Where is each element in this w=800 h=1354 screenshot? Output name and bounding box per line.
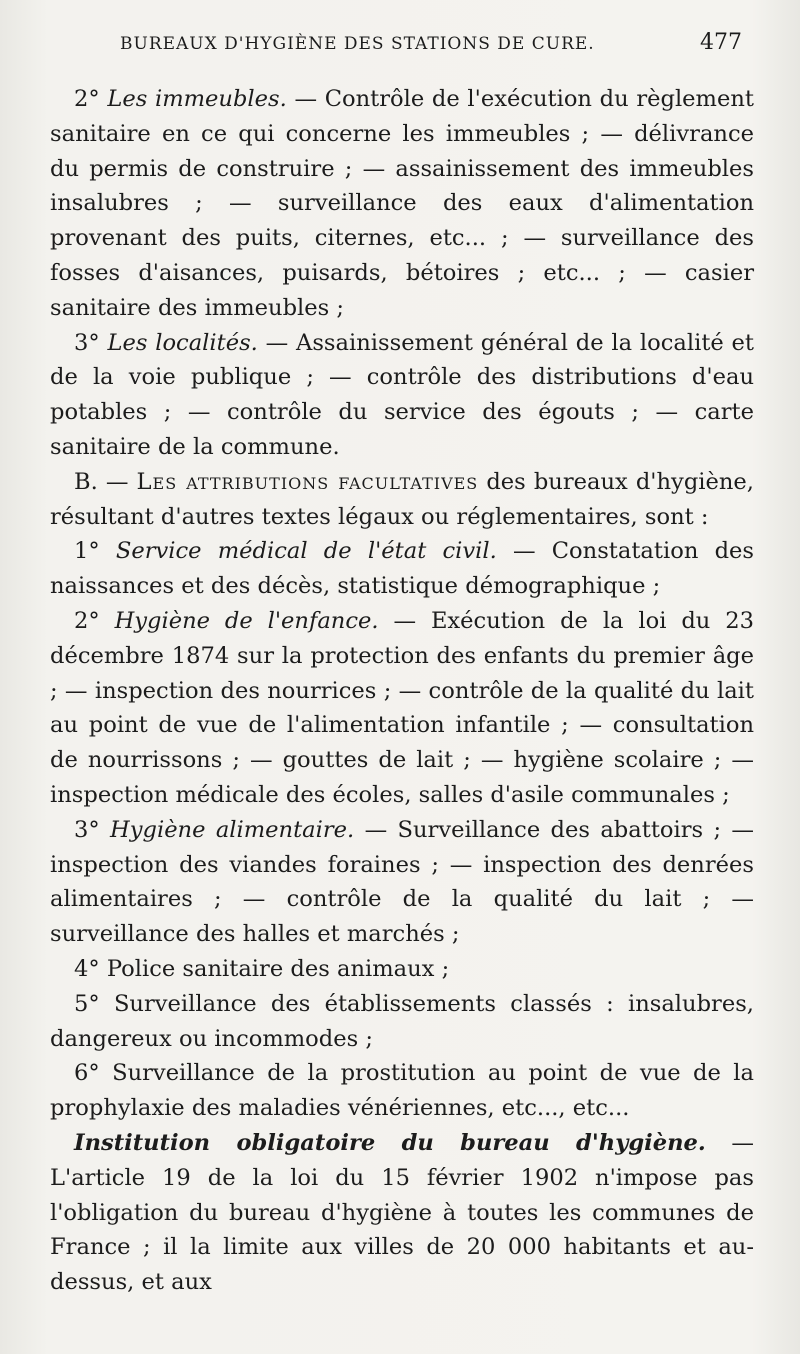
paragraph-etablissements-classes <box>50 987 754 1057</box>
paragraph-enfance <box>50 604 754 813</box>
item-title: Hygiène alimentaire. <box>110 816 355 843</box>
item-number: 2° <box>74 86 108 112</box>
item-number: 3° <box>74 816 111 843</box>
page-header <box>50 30 754 82</box>
item-text: 4° Police sanitaire des animaux ; <box>74 955 450 982</box>
item-text: 6° Surveillance de la prostitution au point de vue de la prophylaxie des maladies vénériennes, etc..., etc... <box>50 1060 754 1122</box>
item-text: — Exécution de la loi du 23 décembre 1874 sur la protection des enfants du premier âge ; — inspection des nourrices ; — contrôle de la qualité du lait au point de vue de l'alimentation infantile ; — consultation de nourrissons ; — gouttes de lait ; — hygiène scolaire ; — inspection médicale des écoles, salles d'asile communales ; <box>50 607 754 808</box>
item-text: — Constatation des naissances et des décès, statistique démographique ; <box>50 538 754 600</box>
page-body <box>50 82 754 1300</box>
section-text: — L'article 19 de la loi du 15 février 1902 n'impose pas l'obligation du bureau d'hygiène à toutes les communes de France ; il la limite aux villes de 20 000 habitants et au-dessus, et aux <box>50 1129 755 1296</box>
page-number: 477 <box>700 30 742 55</box>
running-head: BUREAUX D'HYGIÈNE DES STATIONS DE CURE. <box>120 34 595 54</box>
paragraph-etat-civil <box>50 534 754 604</box>
paragraph-immeubles <box>50 82 754 326</box>
paragraph-institution-obligatoire <box>50 1126 754 1300</box>
item-number: 1° <box>74 538 116 565</box>
paragraph-alimentaire <box>50 813 754 952</box>
item-text: — Contrôle de l'exécution du règlement sanitaire en ce qui concerne les immeubles ; — délivrance du permis de construire ; — assainissement des immeubles insalubres ; — surveillance des eaux d'alimentation provenant des puits, citernes, etc... ; — surveillance des fosses d'aisances, puisards, bétoires ; etc... ; — casier sanitaire des immeubles ; <box>50 86 754 321</box>
item-text: — Surveillance des abattoirs ; — inspection des viandes foraines ; — inspection des denrées alimentaires ; — contrôle de la qualité du lait ; — surveillance des halles et marchés ; <box>50 816 755 948</box>
item-title: Service médical de l'état civil. <box>115 538 497 565</box>
paragraph-police-animaux <box>50 952 754 987</box>
item-title: Hygiène de l'enfance. <box>114 607 379 634</box>
item-number: 2° <box>74 607 115 634</box>
paragraph-localites <box>50 326 754 465</box>
paragraph-attributions-facultatives <box>50 465 754 535</box>
item-number: 3° <box>74 329 108 356</box>
section-title: Les attributions facultatives <box>136 468 479 495</box>
paragraph-prostitution <box>50 1056 754 1126</box>
section-text: des bureaux d'hygiène, résultant d'autres textes légaux ou réglementaires, sont : <box>50 468 754 530</box>
section-letter: B. — <box>74 468 137 495</box>
item-text: 5° Surveillance des établissements classés : insalubres, dangereux ou incommodes ; <box>50 990 754 1052</box>
section-title: Institution obligatoire du bureau d'hygiène. <box>74 1129 706 1156</box>
item-title: Les immeubles. <box>107 86 287 112</box>
item-text: — Assainissement général de la localité et de la voie publique ; — contrôle des distributions d'eau potables ; — contrôle du service des égouts ; — carte sanitaire de la commune. <box>50 329 754 460</box>
item-title: Les localités. <box>107 329 258 356</box>
